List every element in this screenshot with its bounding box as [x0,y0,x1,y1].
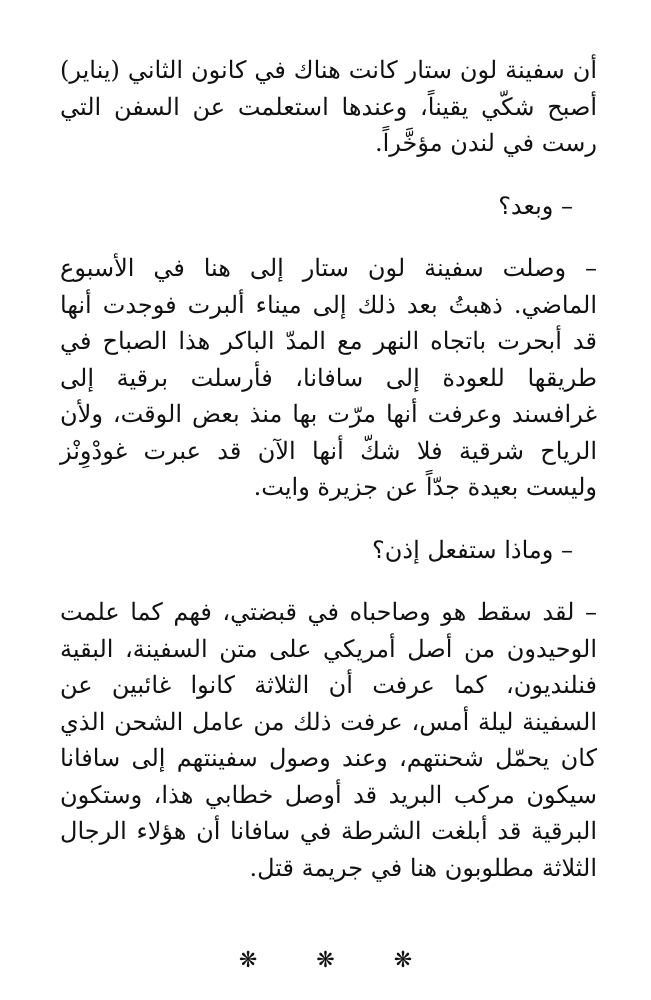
spacer [60,224,597,250]
spacer [60,162,597,188]
dialogue-line-2: – وماذا ستفعل إذن؟ [372,535,573,564]
paragraph-3: – وصلت سفينة لون ستار إلى هنا في الأسبوع الماضي. ذهبتُ بعد ذلك إلى ميناء ألبرت فوجدت أنها قد أبحرت باتجاه النهر مع المدّ الباكر هذا الصباح في طريقها للعودة إلى سافانا، فأرسلت برقية إلى غرافسند وعرفت أنها مرّت بها منذ بعض الوقت، ولأن الرياح شرقية فلا شكّ أنها الآن قد عبرت غودْوِنْز وليست بعيدة جدّاً عن جزيرة وايت. [60,254,597,501]
section-separator: ❋ ❋ ❋ [238,948,439,973]
spacer [60,506,597,532]
spacer [60,568,597,594]
paragraph-5: – لقد سقط هو وصاحباه في قبضتي، فهم كما علمت الوحيدون من أصل أمريكي على متن السفينة، البقية فنلنديون، كما عرفت أن الثلاثة كانوا غائبين عن السفينة ليلة أمس، عرفت ذلك من عامل الشحن الذي كان يحمّل شحنتهم، وعند وصول سفينتهم إلى سافانا سيكون مركب البريد قد أوصل خطابي هذا، وستكون البرقية قد أبلغت الشرطة في سافانا أن هؤلاء الرجال الثلاثة مطلوبون هنا في جريمة قتل. [60,598,597,882]
paragraph-1: أن سفينة لون ستار كانت هناك في كانون الثاني (يناير) أصبح شكّي يقيناً، وعندها استعلمت عن السفن التي رست في لندن مؤخَّراً. [60,56,597,157]
dialogue-line-1: – وبعد؟ [498,191,573,220]
